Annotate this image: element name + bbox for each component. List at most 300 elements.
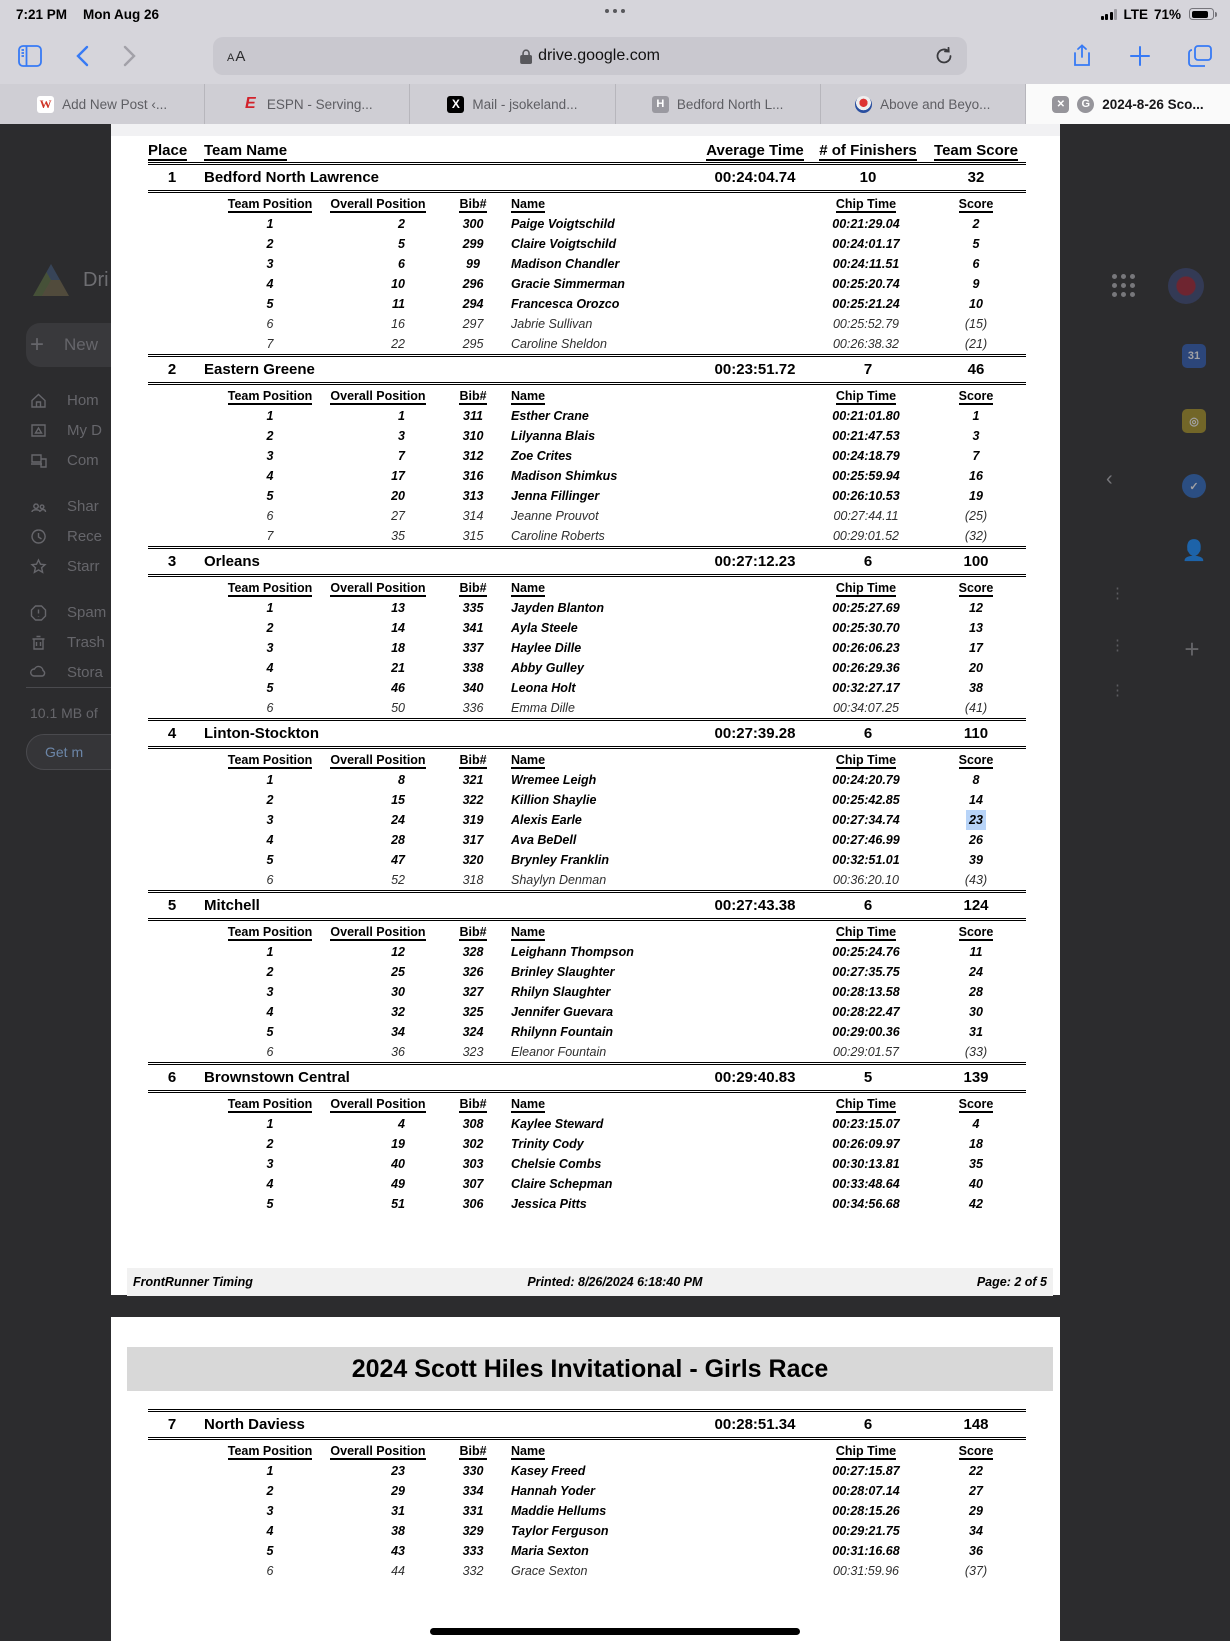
trash-icon (30, 634, 47, 651)
col-bib: Bib# (459, 581, 487, 595)
runner-name: Leighann Thompson (511, 945, 634, 959)
runner-bib: 340 (462, 681, 484, 695)
runner-score: 20 (969, 661, 983, 675)
runner-name: Jayden Blanton (511, 601, 605, 615)
runner-bib: 99 (466, 257, 480, 271)
runner-team-position: 4 (266, 833, 274, 847)
runner-name: Rhilynn Fountain (511, 1025, 614, 1039)
drive-sidebar-item-starred[interactable] (30, 558, 100, 575)
runner-bib: 312 (462, 449, 484, 463)
runner-bib: 321 (462, 773, 484, 787)
runner-team-position: 3 (266, 257, 274, 271)
runner-chip-time: 00:26:10.53 (832, 489, 900, 503)
sidebar-item-label: Rece (67, 528, 103, 545)
new-tab-button[interactable] (1130, 46, 1150, 66)
team-average-time: 00:27:43.38 (714, 897, 796, 914)
runner-team-position: 4 (266, 1524, 274, 1538)
runner-row (148, 982, 1026, 1002)
runner-bib: 322 (462, 793, 484, 807)
runner-chip-time: 00:26:06.23 (832, 641, 900, 655)
team-section (148, 546, 1026, 718)
runner-overall-position: 31 (391, 1504, 405, 1518)
runner-score: 39 (969, 853, 983, 867)
tab-label: Bedford North L... (676, 96, 784, 112)
more-options-icon[interactable]: ⋮ (1110, 585, 1125, 602)
google-apps-grid-icon[interactable] (1112, 274, 1135, 297)
runner-overall-position: 13 (391, 601, 405, 615)
runner-list (148, 1114, 1026, 1214)
runner-chip-time: 00:31:16.68 (832, 1544, 900, 1558)
runner-team-position: 6 (266, 873, 274, 887)
runner-name: Emma Dille (511, 701, 575, 715)
tab-favicon-icon: W (37, 96, 54, 113)
col-bib: Bib# (459, 1444, 487, 1458)
more-options-icon[interactable]: ⋮ (1110, 637, 1125, 654)
runner-name: Caroline Roberts (511, 529, 605, 543)
status-bar (0, 0, 1230, 28)
runner-name: Kaylee Steward (511, 1117, 604, 1131)
runner-score: 26 (969, 833, 983, 847)
runner-row (148, 1134, 1026, 1154)
runner-list (148, 406, 1026, 546)
my-drive-icon (30, 422, 47, 439)
drive-sidebar-item-home[interactable] (30, 392, 99, 409)
runner-bib: 324 (462, 1025, 484, 1039)
runner-row (148, 426, 1026, 446)
runner-row (148, 214, 1026, 234)
team-finisher-count: 10 (859, 169, 877, 186)
runner-bib: 308 (462, 1117, 484, 1131)
home-indicator[interactable] (430, 1628, 800, 1635)
runner-bib: 326 (462, 965, 484, 979)
runner-score: 29 (969, 1504, 983, 1518)
runner-score: 14 (969, 793, 983, 807)
lock-icon (520, 49, 532, 64)
runner-row (148, 790, 1026, 810)
runner-name: Claire Schepman (511, 1177, 613, 1191)
browser-toolbar (0, 28, 1230, 84)
date: Mon Aug 26 (83, 6, 160, 22)
runner-score: 30 (969, 1005, 983, 1019)
runner-overall-position: 40 (391, 1157, 405, 1171)
team-average-time: 00:29:40.83 (714, 1069, 796, 1086)
col-runner-name: Name (511, 197, 546, 211)
browser-tab[interactable] (410, 84, 615, 124)
team-summary-row (148, 1065, 1026, 1093)
tab-label: Mail - jsokeland... (472, 96, 578, 112)
recent-icon (30, 528, 47, 545)
plus-icon: + (30, 331, 45, 358)
runner-chip-time: 00:27:46.99 (832, 833, 900, 847)
runner-score: 11 (969, 945, 983, 959)
runner-score: 36 (969, 1544, 983, 1558)
runner-team-position: 3 (266, 985, 274, 999)
runner-bib: 297 (462, 317, 484, 331)
runner-chip-time: 00:25:42.85 (832, 793, 900, 807)
runner-overall-position: 27 (391, 509, 405, 523)
runner-name: Gracie Simmerman (511, 277, 625, 291)
runner-chip-time: 00:23:15.07 (832, 1117, 900, 1131)
runner-name: Madison Shimkus (511, 469, 618, 483)
team-summary-row (148, 357, 1026, 385)
browser-tab[interactable] (1026, 84, 1230, 124)
runner-row (148, 234, 1026, 254)
drive-right-rail-dimmed (1060, 124, 1230, 1641)
spam-icon (30, 604, 47, 621)
runner-row (148, 1481, 1026, 1501)
drive-sidebar-item-shared[interactable] (30, 498, 99, 515)
account-avatar[interactable] (1168, 268, 1204, 304)
runner-name: Hannah Yoder (511, 1484, 596, 1498)
runner-bib: 341 (462, 621, 484, 635)
content-area (0, 124, 1230, 1641)
col-average-time: Average Time (706, 142, 804, 159)
page-edge (111, 124, 1060, 136)
runner-row (148, 506, 1026, 526)
runner-score: 7 (972, 449, 980, 463)
shared-icon (30, 498, 47, 515)
col-runner-name: Name (511, 1444, 546, 1458)
col-bib: Bib# (459, 753, 487, 767)
runner-team-position: 5 (266, 681, 274, 695)
runner-header-row (148, 385, 1026, 406)
runner-row (148, 274, 1026, 294)
runner-bib: 338 (462, 661, 484, 675)
drive-logo-label: Dri (83, 268, 109, 291)
runner-name: Esther Crane (511, 409, 589, 423)
runner-chip-time: 00:26:29.36 (832, 661, 900, 675)
runner-bib: 302 (462, 1137, 484, 1151)
runner-chip-time: 00:36:20.10 (832, 873, 900, 887)
network-type: LTE (1123, 6, 1148, 22)
forward-button[interactable] (123, 45, 136, 67)
runner-score: 31 (969, 1025, 983, 1039)
computers-icon (30, 452, 47, 469)
get-more-storage-button[interactable]: Get m (26, 734, 111, 770)
runner-score: 40 (969, 1177, 983, 1191)
footer-timing-company: FrontRunner Timing (133, 1275, 253, 1289)
runner-overall-position: 47 (391, 853, 405, 867)
runner-overall-position: 16 (391, 317, 405, 331)
team-score: 32 (967, 169, 985, 186)
battery-icon (1189, 8, 1214, 20)
runner-chip-time: 00:21:01.80 (832, 409, 900, 423)
runner-bib: 337 (462, 641, 484, 655)
team-name: Bedford North Lawrence (204, 169, 380, 186)
runner-bib: 317 (462, 833, 484, 847)
runner-name: Ayla Steele (511, 621, 578, 635)
runner-chip-time: 00:25:59.94 (832, 469, 900, 483)
runner-bib: 320 (462, 853, 484, 867)
url-text: drive.google.com (538, 47, 660, 64)
col-overall-position: Overall Position (330, 1444, 426, 1458)
runner-overall-position: 14 (391, 621, 405, 635)
col-score: Score (958, 753, 994, 767)
runner-team-position: 6 (266, 1564, 274, 1578)
drive-sidebar-item-computers[interactable] (30, 452, 99, 469)
runner-row (148, 658, 1026, 678)
url-bar[interactable] (213, 37, 967, 75)
runner-team-position: 5 (266, 1544, 274, 1558)
runner-header-row (148, 921, 1026, 942)
runner-overall-position: 2 (398, 217, 405, 231)
runner-chip-time: 00:27:35.75 (832, 965, 900, 979)
clock: 7:21 PM (16, 6, 68, 22)
race-title-banner: 2024 Scott Hiles Invitational - Girls Race (127, 1347, 1053, 1391)
runner-team-position: 2 (266, 237, 274, 251)
runner-chip-time: 00:29:21.75 (832, 1524, 900, 1538)
runner-chip-time: 00:32:51.01 (832, 853, 900, 867)
team-summary-row (148, 165, 1026, 193)
runner-row (148, 1521, 1026, 1541)
runner-chip-time: 00:21:29.04 (832, 217, 900, 231)
col-chip-time: Chip Time (835, 581, 897, 595)
runner-row (148, 1501, 1026, 1521)
runner-chip-time: 00:25:20.74 (832, 277, 900, 291)
runner-name: Wremee Leigh (511, 773, 597, 787)
chevron-left-icon[interactable]: ‹ (1106, 468, 1113, 490)
runner-overall-position: 8 (398, 773, 405, 787)
team-average-time: 00:23:51.72 (714, 361, 796, 378)
side-panel-plus-icon[interactable]: + (1184, 633, 1200, 664)
runner-row (148, 850, 1026, 870)
drive-logo (33, 264, 109, 296)
runner-row (148, 598, 1026, 618)
runner-header-row (148, 1093, 1026, 1114)
col-runner-name: Name (511, 925, 546, 939)
runner-team-position: 6 (266, 509, 274, 523)
starred-icon (30, 558, 47, 575)
team-section (148, 165, 1026, 354)
runner-score: 28 (969, 985, 983, 999)
runner-header-row (148, 1440, 1026, 1461)
col-team-position: Team Position (227, 1444, 313, 1458)
runner-score: 9 (972, 277, 980, 291)
runner-score: 3 (972, 429, 980, 443)
col-runner-name: Name (511, 389, 546, 403)
tab-label: Add New Post ‹... (62, 96, 168, 112)
tasks-icon[interactable]: ✓ (1182, 474, 1206, 498)
runner-row (148, 334, 1026, 354)
runner-score: (37) (964, 1564, 988, 1578)
tab-close-icon[interactable]: ✕ (1052, 96, 1069, 113)
col-chip-time: Chip Time (835, 1097, 897, 1111)
runner-bib: 323 (462, 1045, 484, 1059)
runner-score: (43) (964, 873, 988, 887)
runner-score: 38 (969, 681, 983, 695)
runner-name: Shaylyn Denman (511, 873, 607, 887)
tabs-overview-button[interactable] (1188, 45, 1212, 67)
contacts-icon[interactable]: 👤 (1181, 539, 1207, 562)
runner-team-position: 7 (266, 529, 274, 543)
runner-row (148, 294, 1026, 314)
runner-row (148, 1154, 1026, 1174)
team-name: Orleans (204, 553, 260, 570)
runner-row (148, 1114, 1026, 1134)
runner-header-row (148, 193, 1026, 214)
runner-bib: 318 (462, 873, 484, 887)
drive-sidebar-item-spam[interactable] (30, 604, 106, 621)
team-summary-row (148, 1412, 1026, 1440)
sidebar-toggle-button[interactable] (18, 45, 42, 67)
runner-chip-time: 00:34:07.25 (832, 701, 900, 715)
runner-bib: 329 (462, 1524, 484, 1538)
sidebar-item-label: Stora (67, 664, 103, 681)
runner-score: 1 (972, 409, 980, 423)
tab-bar (0, 84, 1230, 124)
team-finisher-count: 6 (863, 725, 873, 742)
battery-percent: 71% (1153, 6, 1181, 22)
runner-team-position: 2 (266, 1137, 274, 1151)
runner-bib: 310 (462, 429, 484, 443)
team-summary-row (148, 893, 1026, 921)
browser-tab[interactable] (616, 84, 821, 124)
share-button[interactable] (1072, 44, 1092, 68)
runner-bib: 307 (462, 1177, 484, 1191)
team-finisher-count: 7 (863, 361, 873, 378)
runner-chip-time: 00:28:22.47 (832, 1005, 900, 1019)
runner-name: Jeanne Prouvot (511, 509, 599, 523)
runner-bib: 316 (462, 469, 484, 483)
runner-chip-time: 00:21:47.53 (832, 429, 900, 443)
runner-name: Francesca Orozco (511, 297, 620, 311)
team-section (148, 890, 1026, 1062)
drive-new-label: New (64, 335, 99, 354)
runner-chip-time: 00:28:15.26 (832, 1504, 900, 1518)
col-score: Score (958, 389, 994, 403)
col-bib: Bib# (459, 197, 487, 211)
runner-bib: 300 (462, 217, 484, 231)
runner-overall-position: 30 (391, 985, 405, 999)
runner-bib: 325 (462, 1005, 484, 1019)
browser-tab[interactable] (0, 84, 205, 124)
runner-chip-time: 00:28:07.14 (832, 1484, 900, 1498)
sidebar-item-label: Com (67, 452, 99, 469)
runner-row (148, 254, 1026, 274)
runner-name: Maria Sexton (511, 1544, 589, 1558)
runner-row (148, 942, 1026, 962)
runner-team-position: 4 (266, 1005, 274, 1019)
runner-team-position: 5 (266, 489, 274, 503)
calendar-icon[interactable]: 31 (1182, 344, 1206, 368)
browser-tab[interactable] (205, 84, 410, 124)
col-chip-time: Chip Time (835, 389, 897, 403)
drive-sidebar-item-recent[interactable] (30, 528, 102, 545)
cell-signal-icon (1101, 9, 1118, 20)
runner-score: 12 (969, 601, 983, 615)
team-place: 1 (167, 169, 177, 186)
col-team-position: Team Position (227, 581, 313, 595)
browser-tab[interactable] (821, 84, 1026, 124)
team-place: 4 (167, 725, 177, 742)
runner-name: Eleanor Fountain (511, 1045, 607, 1059)
runner-row (148, 1042, 1026, 1062)
runner-row (148, 770, 1026, 790)
runner-bib: 335 (462, 601, 484, 615)
runner-name: Haylee Dille (511, 641, 582, 655)
runner-overall-position: 19 (391, 1137, 405, 1151)
runner-name: Ava BeDell (511, 833, 577, 847)
runner-name: Paige Voigtschild (511, 217, 615, 231)
runner-team-position: 1 (266, 773, 274, 787)
team-name: North Daviess (204, 1416, 305, 1433)
runner-name: Kasey Freed (511, 1464, 586, 1478)
runner-overall-position: 44 (391, 1564, 405, 1578)
runner-list (148, 598, 1026, 718)
team-place: 7 (167, 1416, 177, 1433)
runner-list (148, 1461, 1026, 1581)
runner-bib: 333 (462, 1544, 484, 1558)
runner-row (148, 678, 1026, 698)
drive-new-label-row[interactable] (30, 331, 98, 359)
sidebar-item-label: My D (67, 422, 102, 439)
drive-sidebar-item-my-drive[interactable] (30, 422, 102, 439)
runner-overall-position: 4 (398, 1117, 405, 1131)
runner-chip-time: 00:29:00.36 (832, 1025, 900, 1039)
drive-sidebar-item-trash[interactable] (30, 634, 105, 651)
runner-score: (41) (964, 701, 988, 715)
runner-team-position: 1 (266, 409, 274, 423)
runner-chip-time: 00:25:24.76 (832, 945, 900, 959)
team-section (148, 354, 1026, 546)
runner-bib: 332 (462, 1564, 484, 1578)
results-header-row (148, 136, 1026, 165)
runner-row (148, 962, 1026, 982)
more-options-icon[interactable]: ⋮ (1110, 682, 1125, 699)
col-team-position: Team Position (227, 389, 313, 403)
runner-team-position: 7 (266, 337, 274, 351)
runner-chip-time: 00:25:30.70 (832, 621, 900, 635)
runner-overall-position: 15 (391, 793, 405, 807)
runner-overall-position: 5 (398, 237, 405, 251)
runner-name: Lilyanna Blais (511, 429, 596, 443)
runner-overall-position: 49 (391, 1177, 405, 1191)
runner-team-position: 3 (266, 1504, 274, 1518)
sidebar-item-label: Trash (67, 634, 105, 651)
keep-icon[interactable]: ◎ (1182, 409, 1206, 433)
footer-printed: Printed: 8/26/2024 6:18:40 PM (527, 1275, 703, 1289)
runner-team-position: 6 (266, 701, 274, 715)
col-overall-position: Overall Position (330, 389, 426, 403)
runner-chip-time: 00:28:13.58 (832, 985, 900, 999)
team-section (148, 1409, 1026, 1581)
runner-score: (15) (964, 317, 988, 331)
col-runner-name: Name (511, 581, 546, 595)
team-average-time: 00:24:04.74 (714, 169, 796, 186)
runner-row (148, 1002, 1026, 1022)
runner-chip-time: 00:29:01.57 (832, 1045, 900, 1059)
text-size-button[interactable]: AA (227, 47, 247, 65)
team-finisher-count: 5 (863, 1069, 873, 1086)
runner-team-position: 5 (266, 1025, 274, 1039)
runner-score: 10 (969, 297, 983, 311)
runner-team-position: 2 (266, 621, 274, 635)
sidebar-item-label: Shar (67, 498, 99, 515)
runner-row (148, 1561, 1026, 1581)
runner-team-position: 2 (266, 793, 274, 807)
runner-score: 22 (969, 1464, 983, 1478)
col-chip-time: Chip Time (835, 1444, 897, 1458)
reload-button[interactable] (935, 47, 953, 65)
col-chip-time: Chip Time (835, 753, 897, 767)
drive-sidebar-item-storage[interactable] (30, 664, 103, 681)
runner-name: Trinity Cody (511, 1137, 584, 1151)
runner-chip-time: 00:26:09.97 (832, 1137, 900, 1151)
back-button[interactable] (76, 45, 89, 67)
col-overall-position: Overall Position (330, 1097, 426, 1111)
runner-name: Jessica Pitts (511, 1197, 587, 1211)
team-average-time: 00:27:12.23 (714, 553, 796, 570)
